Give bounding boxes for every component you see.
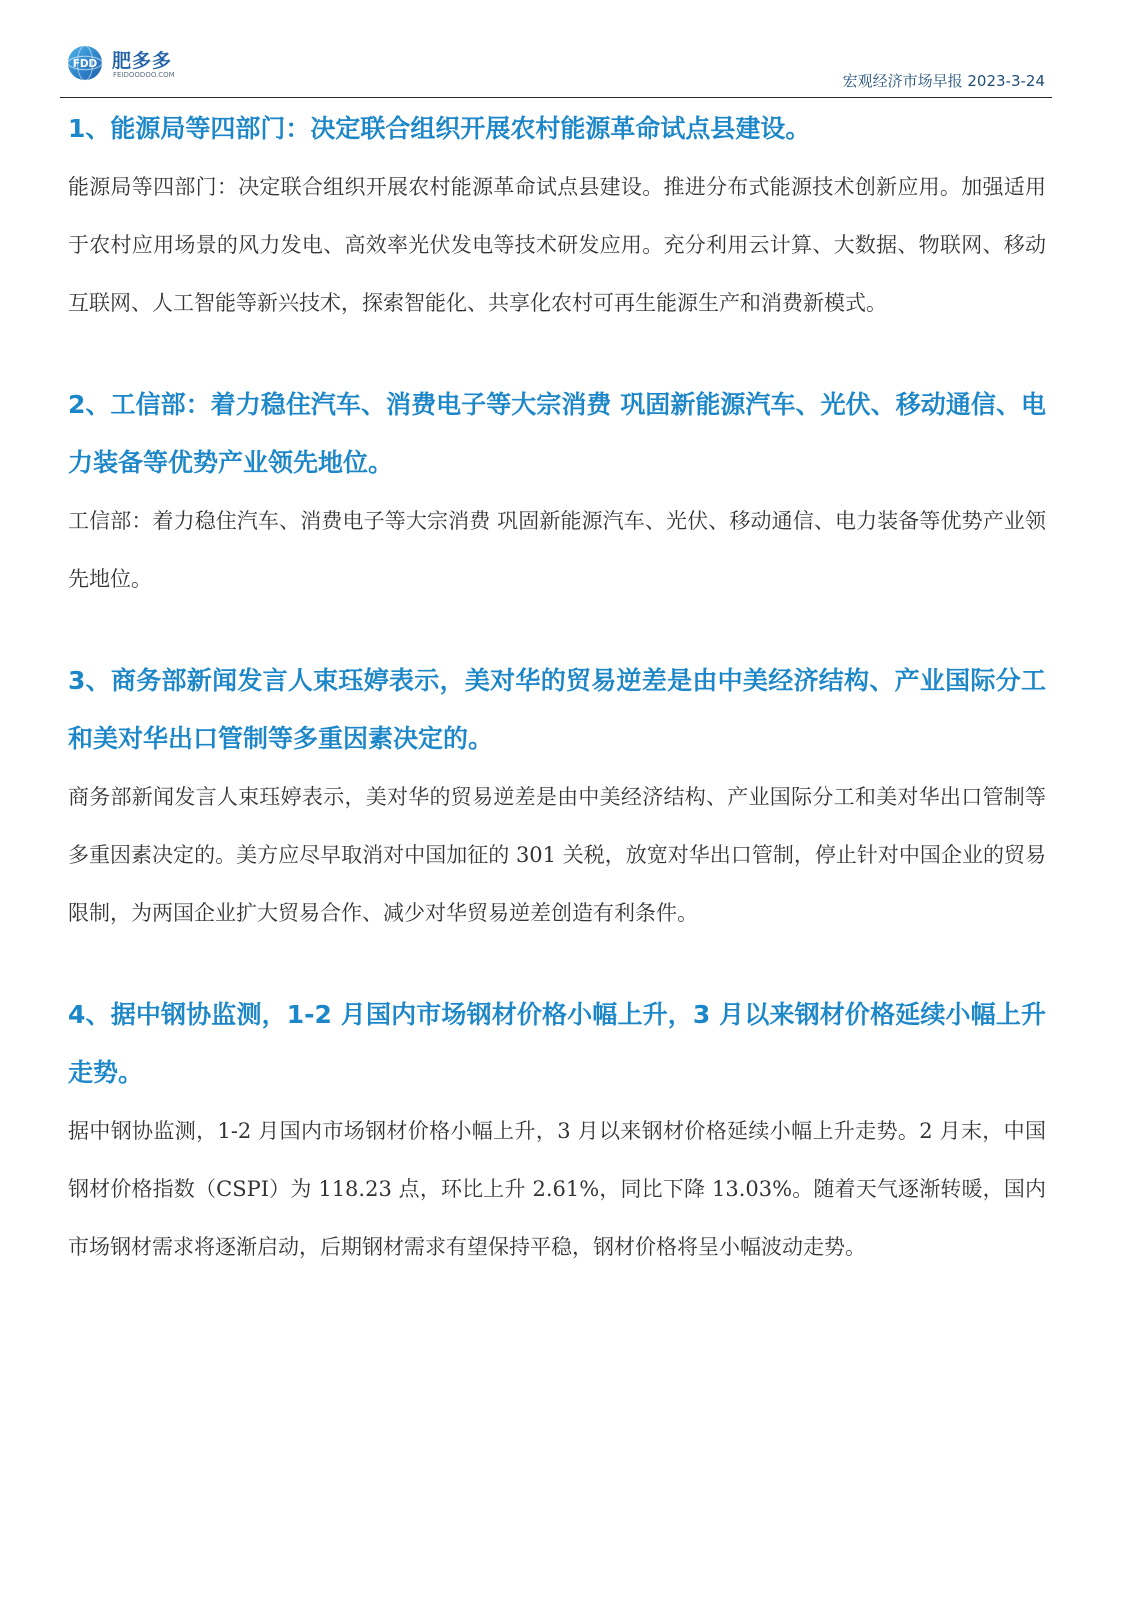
news-section-3	[68, 652, 1046, 942]
section-paragraph: 能源局等四部门：决定联合组织开展农村能源革命试点县建设。推进分布式能源技术创新应用。加强适用于农村应用场景的风力发电、高效率光伏发电等技术研发应用。充分利用云计算、大数据、物联网、移动互联网、人工智能等新兴技术，探索智能化、共享化农村可再生能源生产和消费新模式。	[68, 175, 1046, 315]
article-content	[68, 100, 1046, 1276]
section-heading: 3、商务部新闻发言人束珏婷表示，美对华的贸易逆差是由中美经济结构、产业国际分工和美对华出口管制等多重因素决定的。	[68, 666, 1046, 753]
header-divider	[60, 97, 1052, 98]
page-header	[0, 0, 1131, 100]
section-paragraph: 工信部：着力稳住汽车、消费电子等大宗消费 巩固新能源汽车、光伏、移动通信、电力装备等优势产业领先地位。	[68, 509, 1046, 591]
section-paragraph: 商务部新闻发言人束珏婷表示，美对华的贸易逆差是由中美经济结构、产业国际分工和美对华出口管制等多重因素决定的。美方应尽早取消对中国加征的 301 关税，放宽对华出口管制，停止针对中国企业的贸易限制，为两国企业扩大贸易合作、减少对华贸易逆差创造有利条件。	[68, 785, 1046, 925]
news-section-4	[68, 986, 1046, 1276]
logo-mark-text: FDD	[72, 57, 98, 70]
brand-logo	[66, 44, 216, 84]
section-paragraph: 据中钢协监测，1-2 月国内市场钢材价格小幅上升，3 月以来钢材价格延续小幅上升走势。2 月末，中国钢材价格指数（CSPI）为 118.23 点，环比上升 2.61%，同比下降 13.03%。随着天气逐渐转暖，国内市场钢材需求将逐渐启动，后期钢材需求有望保持平稳，钢材价格将呈小幅波动走势。	[68, 1119, 1046, 1259]
news-section-2	[68, 376, 1046, 608]
logo-domain: FEIDOODOO.COM	[113, 71, 175, 79]
section-heading: 2、工信部：着力稳住汽车、消费电子等大宗消费 巩固新能源汽车、光伏、移动通信、电力装备等优势产业领先地位。	[68, 390, 1046, 477]
report-title: 宏观经济市场早报 2023-3-24	[842, 72, 1045, 90]
section-heading: 4、据中钢协监测，1-2 月国内市场钢材价格小幅上升，3 月以来钢材价格延续小幅上升走势。	[68, 1000, 1046, 1087]
news-section-1	[68, 100, 1046, 332]
logo-name: 肥多多	[112, 50, 173, 72]
fdd-globe-logo-icon	[66, 44, 104, 82]
section-heading: 1、能源局等四部门：决定联合组织开展农村能源革命试点县建设。	[68, 114, 811, 143]
